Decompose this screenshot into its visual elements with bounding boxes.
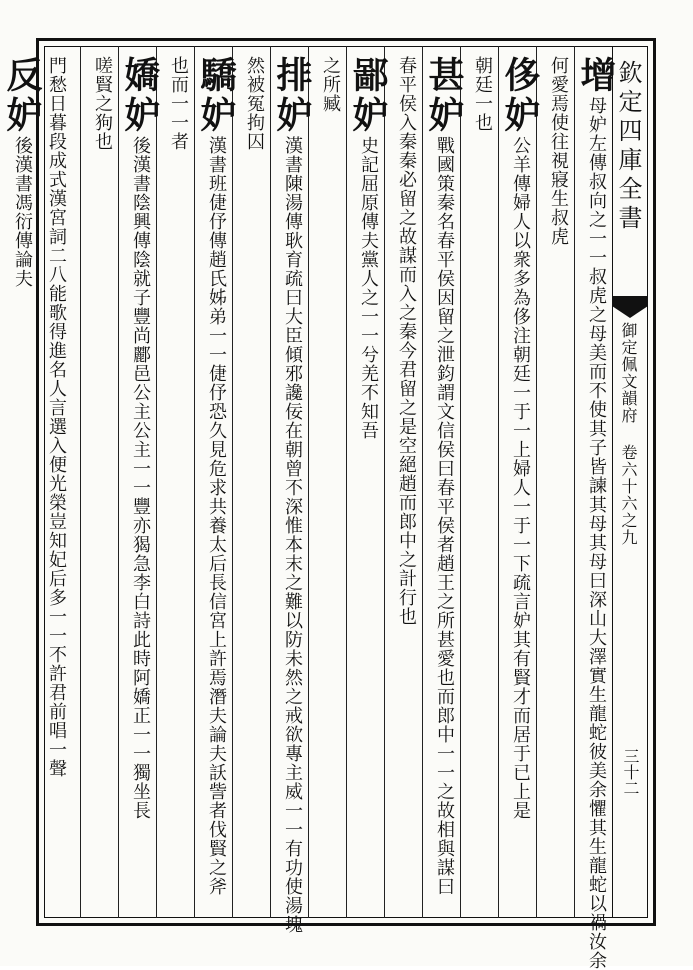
text-column: 之所臧 xyxy=(320,56,341,113)
text-column: 侈妒公羊傳婦人以衆多為侈注朝廷一于一上婦人一于一下疏言妒其有賢才而居于已上是 xyxy=(499,56,541,820)
text-column: 嬌妒後漢書陰興傳陰就子豐尚酈邑公主公主一一豐亦猲急李白詩此時阿嬌正一一獨坐長 xyxy=(119,56,161,820)
text-column: 驕妒漢書班倢伃傳趙氏姊弟一一倢伃恐久見危求共養太后長信宮上許焉潛夫論夫訞訾者伐賢之斧 xyxy=(195,56,237,896)
text-column: 嗟賢之狗也 xyxy=(92,56,113,151)
text-column: 反妒後漢書馮衍傳論夫 xyxy=(1,56,43,288)
text-column: 然被冤拘囚 xyxy=(244,56,265,151)
text-column: 甚妒戰國策秦名春平侯因留之泄鈞謂文信侯曰春平侯者趙王之所甚愛也而郎中一一之故相與謀曰 xyxy=(423,56,465,896)
text-column: 鄙妒史記屈原傳夫黨人之一一兮羌不知吾 xyxy=(347,56,389,440)
text-column: 朝廷一也 xyxy=(472,56,493,132)
text-column: 增母妒左傳叔向之一一叔虎之母美而不使其子皆諫其母其母曰深山大澤實生龍蛇彼美余懼其生龍蛇以禍汝余 xyxy=(575,56,617,970)
folio-number: 三十二 xyxy=(621,748,640,796)
text-column: 也而一一者 xyxy=(168,56,189,151)
text-column: 門愁日暮段成式漢宮詞二八能歌得進名人言選入便光榮豈知妃后多一一不許君前唱一聲 xyxy=(46,56,67,778)
volume-label: 御定佩文韻府 卷六十六之九 xyxy=(619,322,638,546)
book-title: 欽定四庫全書 xyxy=(614,60,642,234)
fishtail-ornament xyxy=(612,296,648,306)
text-column: 排妒漢書陳湯傳耿育疏曰大臣傾邪讒佞在朝曾不深惟本末之難以防未然之戒欲專主威一一有功使湯塊 xyxy=(271,56,313,934)
text-column: 春平侯入秦秦必留之故謀而入之秦今君留之是空絕趙而郎中之計行也 xyxy=(396,56,417,626)
text-column: 何愛焉使往視寢生叔虎 xyxy=(548,56,569,246)
